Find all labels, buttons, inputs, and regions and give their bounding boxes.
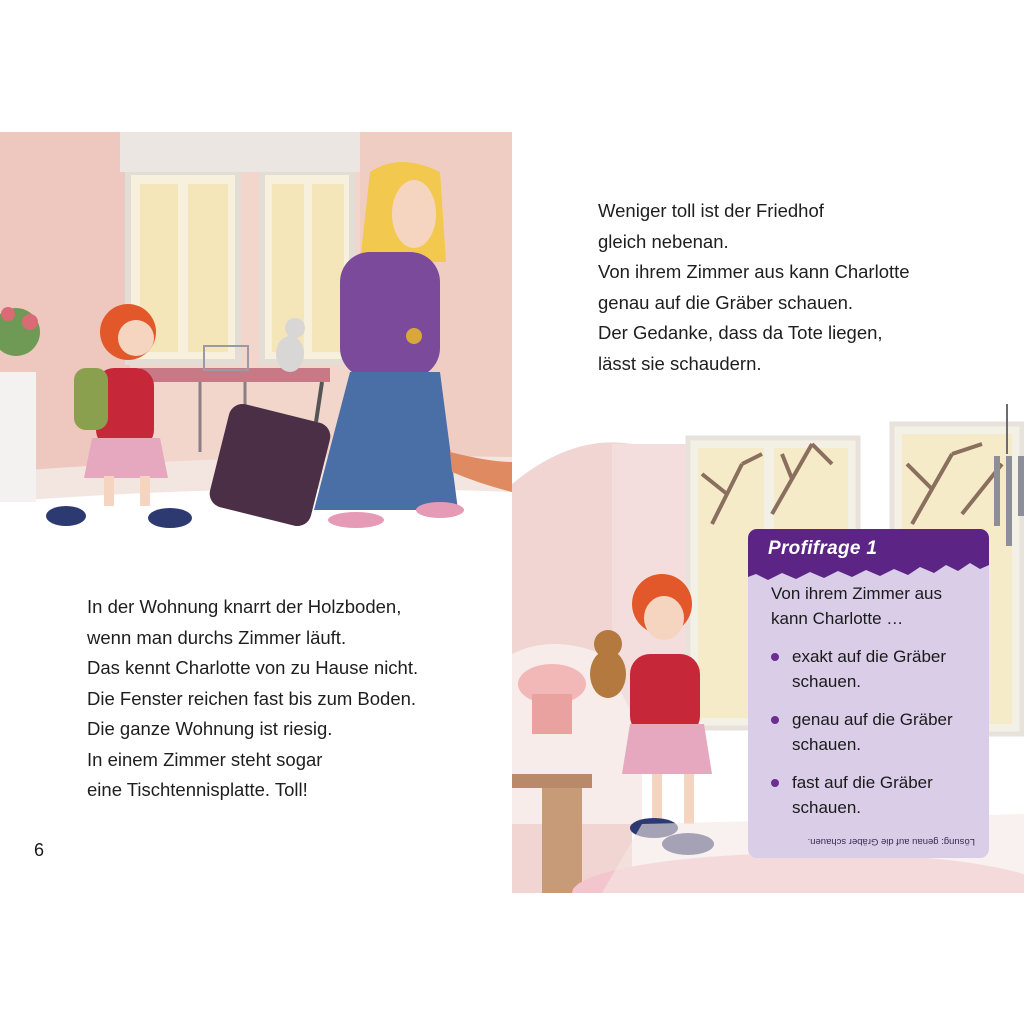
question-line: Von ihrem Zimmer aus xyxy=(771,584,942,603)
text-line: Die ganze Wohnung ist riesig. xyxy=(87,718,333,739)
text-line: Das kennt Charlotte von zu Hause nicht. xyxy=(87,657,419,678)
text-line: Weniger toll ist der Friedhof xyxy=(598,200,824,221)
text-line: Die Fenster reichen fast bis zum Boden. xyxy=(87,687,417,709)
text-line: Von ihrem Zimmer aus kann Charlotte xyxy=(598,261,910,282)
option-text: fast auf die Gräber schauen. xyxy=(792,773,933,817)
illustration-apartment-arrival xyxy=(0,132,512,552)
left-page-text xyxy=(87,592,418,806)
option-text: exakt auf die Gräber schauen. xyxy=(792,647,947,691)
quiz-card xyxy=(748,529,989,858)
text-line: eine Tischtennisplatte. Toll! xyxy=(87,779,308,800)
quiz-solution-upside-down: Lösung: genau auf die Gräber schauen. xyxy=(807,836,975,847)
option-text: genau auf die Gräber schauen. xyxy=(792,710,953,754)
quiz-question xyxy=(771,581,942,631)
text-line: In der Wohnung knarrt der Holzboden, xyxy=(87,596,402,617)
text-line: In einem Zimmer steht sogar xyxy=(87,748,323,770)
bullet-icon xyxy=(771,716,779,724)
text-line: wenn man durchs Zimmer läuft. xyxy=(87,626,347,648)
right-page-text xyxy=(598,196,910,379)
text-line: Der Gedanke, dass da Tote liegen, xyxy=(598,322,883,343)
text-line: lässt sie schaudern. xyxy=(598,352,762,374)
bullet-icon xyxy=(771,779,779,787)
question-line: kann Charlotte … xyxy=(771,609,904,628)
page-number: 6 xyxy=(34,840,45,860)
apartment-arrival-scene xyxy=(0,132,512,552)
text-line: genau auf die Gräber schauen. xyxy=(598,291,854,313)
quiz-title: Profifrage 1 xyxy=(768,538,878,559)
bullet-icon xyxy=(771,653,779,661)
text-line: gleich nebenan. xyxy=(598,230,729,252)
